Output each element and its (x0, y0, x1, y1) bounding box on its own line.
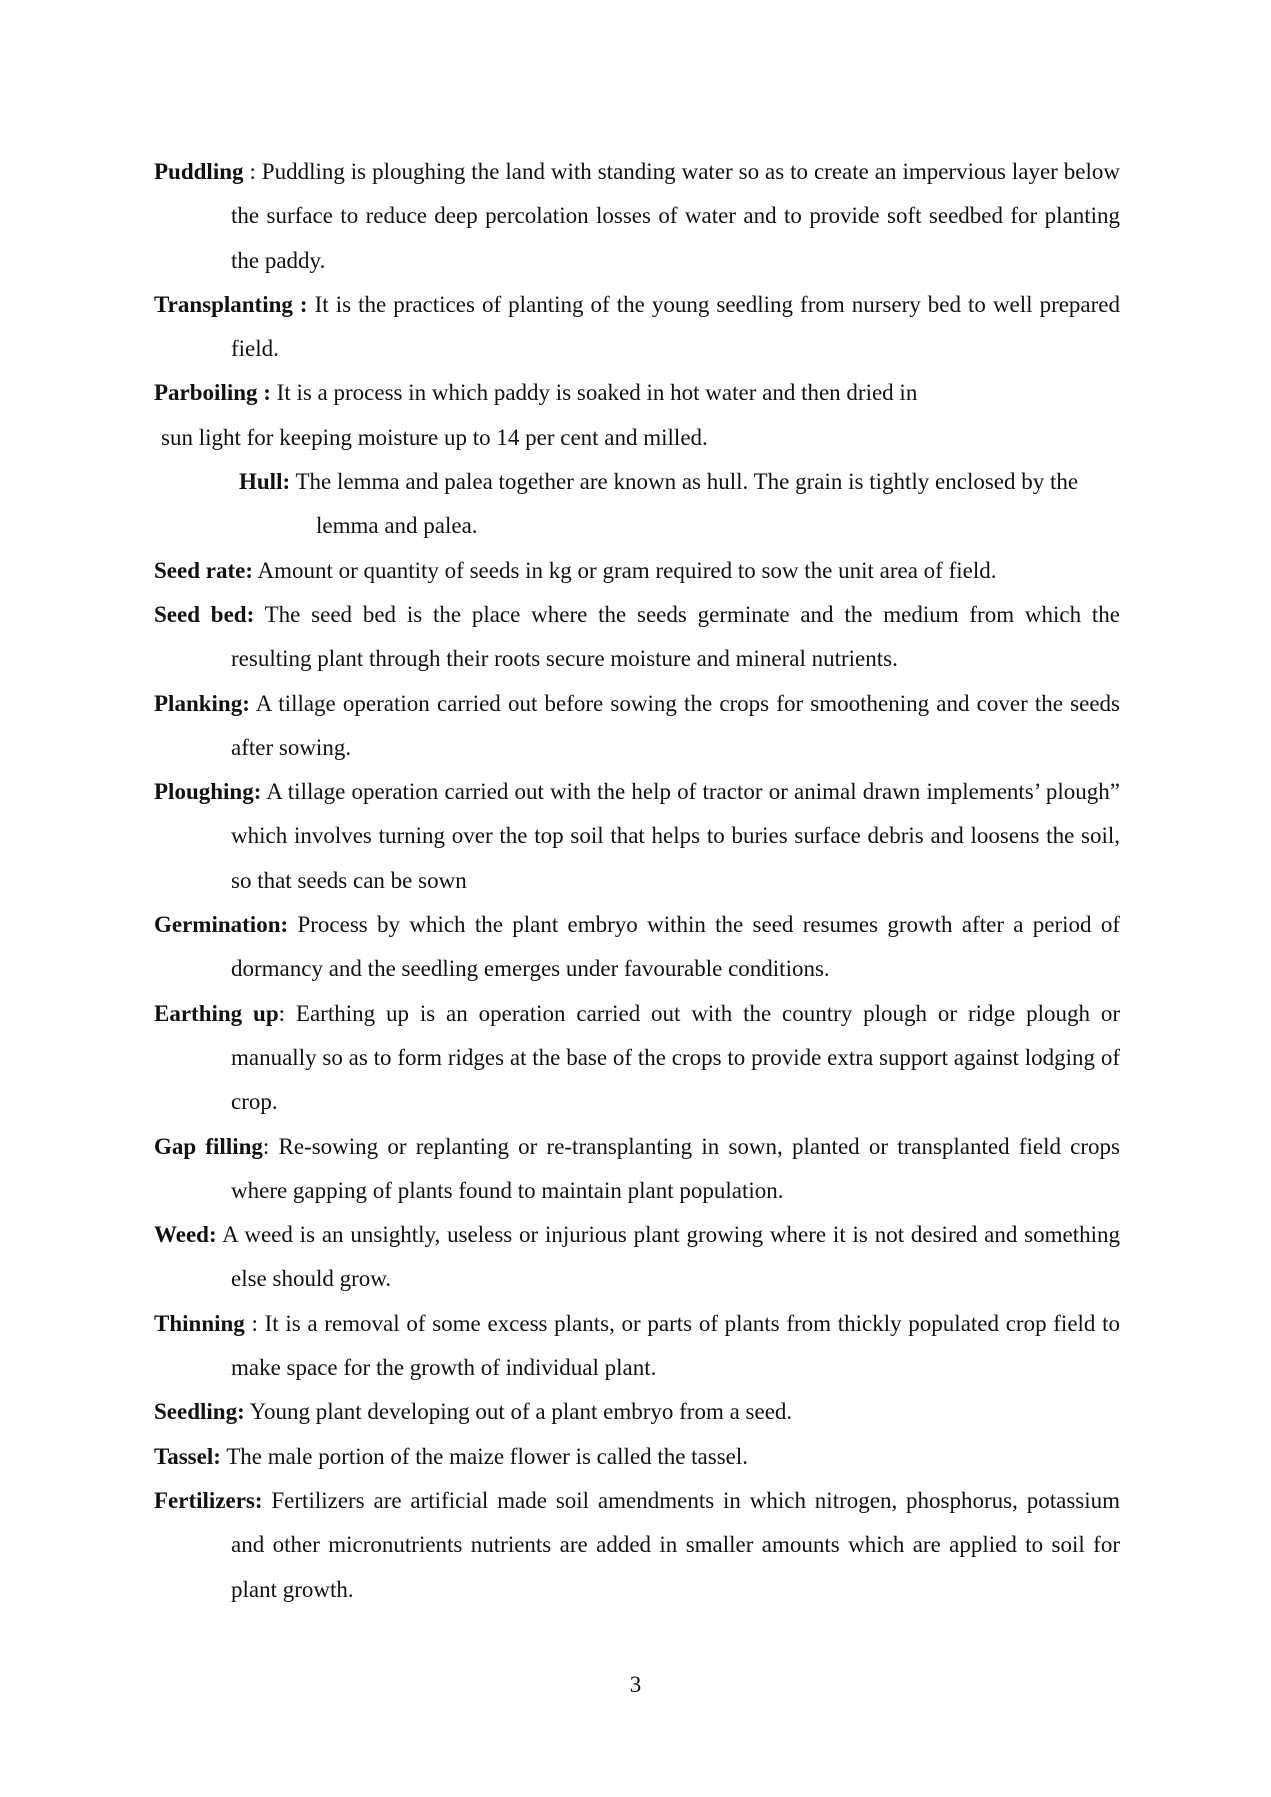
entry-definition: Process by which the plant embryo within the seed resumes growth after a period of dormancy and the seedling emerges under favourable conditions. (231, 912, 1121, 982)
glossary-entry-earthing-up (154, 992, 1120, 1125)
entry-term: Gap filling (154, 1133, 263, 1159)
entry-separator: : (243, 159, 262, 184)
entry-definition: The male portion of the maize flower is called the tassel. (226, 1443, 749, 1469)
glossary-entry-seed-bed (154, 593, 1120, 682)
entry-definition: The seed bed is the place where the seeds germinate and the medium from which the resulting plant through their roots secure moisture and mineral nutrients. (231, 601, 1120, 672)
entry-term: Thinning (154, 1310, 245, 1336)
entry-definition: A weed is an unsightly, useless or injurious plant growing where it is not desired and something else should grow. (222, 1222, 1120, 1292)
glossary-entry-weed (154, 1213, 1120, 1302)
entry-term: Parboiling : (154, 380, 271, 406)
entry-definition: Young plant developing out of a plant embryo from a seed. (249, 1399, 793, 1425)
entry-definition: It is a removal of some excess plants, or parts of plants from thickly populated crop field to make space for the growth of individual plant. (231, 1310, 1120, 1381)
entry-definition: The lemma and palea together are known as hull. The grain is tightly enclosed by the lemma and palea. (295, 469, 1079, 539)
glossary-entry-planking (154, 682, 1120, 771)
glossary-entry-ploughing (154, 770, 1120, 903)
entry-term: Germination: (154, 912, 289, 938)
glossary-entry-tassel (154, 1435, 1120, 1479)
glossary-entry-puddling (154, 150, 1120, 283)
entry-term: Tassel: (154, 1443, 221, 1469)
glossary-entry-fertilizers (154, 1479, 1120, 1612)
entry-term: Fertilizers: (154, 1487, 263, 1513)
entry-definition-continuation: sun light for keeping moisture up to 14 per cent and milled. (161, 424, 708, 450)
entry-definition: Fertilizers are artificial made soil amendments in which nitrogen, phosphorus, potassium and other micronutrients nutrients are added in smaller amounts which are applied to soil for plant growth. (231, 1487, 1121, 1602)
entry-term: Seed rate: (154, 557, 253, 583)
glossary-entry-parboiling (154, 371, 1120, 415)
entry-separator: : (278, 1000, 296, 1026)
glossary-entry-seed-rate (154, 549, 1120, 593)
entry-definition: A tillage operation carried out before sowing the crops for smoothening and cover the seeds after sowing. (231, 690, 1120, 760)
entry-term: Planking: (154, 690, 250, 716)
entry-definition: Amount or quantity of seeds in kg or gram required to sow the unit area of field. (257, 557, 997, 583)
entry-term: Seedling: (154, 1399, 245, 1425)
entry-term: Hull: (239, 469, 291, 495)
entry-definition: It is the practices of planting of the young seedling from nursery bed to well prepared field. (231, 291, 1121, 362)
entry-definition: It is a process in which paddy is soaked in hot water and then dried in (276, 380, 918, 406)
entry-term: Seed bed: (154, 601, 255, 627)
entry-separator (308, 292, 315, 317)
glossary-entry-transplanting (154, 283, 1120, 372)
glossary-content (154, 150, 1120, 1612)
entry-definition: Puddling is ploughing the land with standing water so as to create an impervious layer below the surface to reduce deep percolation losses of water and to provide soft seedbed for planting the paddy. (231, 159, 1120, 273)
entry-term: Puddling (154, 159, 244, 184)
entry-separator: : (244, 1310, 265, 1336)
glossary-entry-germination (154, 903, 1120, 992)
entry-term: Weed: (154, 1222, 217, 1248)
entry-definition: Re-sowing or replanting or re-transplanting in sown, planted or transplanted field crops where gapping of plants found to maintain plant population. (231, 1133, 1120, 1203)
glossary-entry-seedling (154, 1390, 1120, 1434)
entry-separator: : (262, 1133, 279, 1159)
glossary-entry-parboiling-continuation (154, 416, 1120, 460)
glossary-entry-gap-filling (154, 1125, 1120, 1214)
entry-term: Ploughing: (154, 779, 262, 805)
page-number: 3 (629, 1672, 642, 1697)
entry-separator (254, 602, 264, 627)
glossary-entry-hull (154, 460, 1120, 549)
entry-term: Transplanting : (154, 291, 308, 317)
entry-definition: Earthing up is an operation carried out with the country plough or ridge plough or manually so as to form ridges at the base of the crops to provide extra support against lodging of crop. (231, 1000, 1121, 1115)
entry-term: Earthing up (154, 1000, 279, 1026)
entry-definition: A tillage operation carried out with the help of tractor or animal drawn implements’ plough” which involves turning over the top soil that helps to buries surface debris and loosens the soil, so that seeds can be sown (231, 779, 1120, 893)
glossary-entry-thinning (154, 1302, 1120, 1391)
